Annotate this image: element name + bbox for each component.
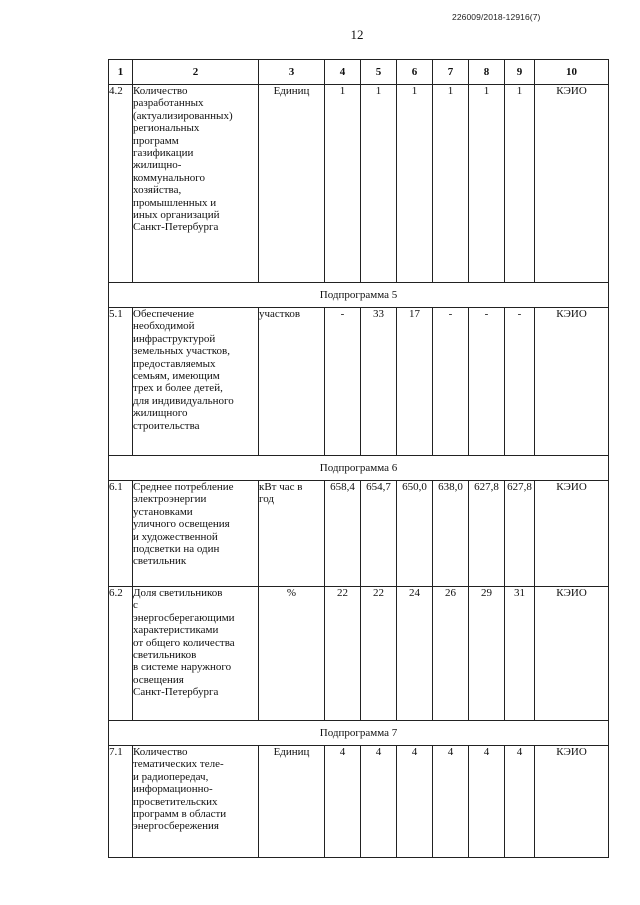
name-line: хозяйства, <box>133 184 182 197</box>
name-line: тематических теле- <box>133 758 224 771</box>
column-header: 7 <box>433 60 469 85</box>
document-id: 226009/2018-12916(7) <box>452 12 541 22</box>
name-line: программ в области <box>133 808 227 821</box>
name-line: от общего количества <box>133 636 235 649</box>
name-line: коммунального <box>133 171 205 184</box>
unit-cell: % <box>259 587 325 721</box>
value-cell: 4 <box>469 746 505 858</box>
row-number: 4.2 <box>109 85 133 283</box>
name-line: в системе наружного <box>133 661 232 674</box>
responsible-cell: КЭИО <box>535 587 609 721</box>
responsible-cell: КЭИО <box>535 85 609 283</box>
indicator-name <box>133 587 259 721</box>
column-header: 6 <box>397 60 433 85</box>
value-cell: - <box>433 308 469 456</box>
unit-cell: Единиц <box>259 85 325 283</box>
row-number: 5.1 <box>109 308 133 456</box>
value-cell: 4 <box>433 746 469 858</box>
value-cell: 658,4 <box>325 481 361 587</box>
value-cell: 627,8 <box>505 481 535 587</box>
subprogram-title: Подпрограмма 5 <box>109 283 609 308</box>
subprogram-row <box>109 456 609 481</box>
name-line: освещения <box>133 673 184 686</box>
value-cell: 24 <box>397 587 433 721</box>
value-cell: 654,7 <box>361 481 397 587</box>
indicators-table <box>108 59 609 858</box>
column-header: 4 <box>325 60 361 85</box>
value-cell: 1 <box>433 85 469 283</box>
column-header: 5 <box>361 60 397 85</box>
indicator-name <box>133 308 259 456</box>
value-cell: 4 <box>361 746 397 858</box>
column-header: 8 <box>469 60 505 85</box>
name-line: уличного освещения <box>133 518 230 531</box>
unit-line: год <box>259 493 275 506</box>
subprogram-row <box>109 283 609 308</box>
name-line: газификации <box>133 147 194 160</box>
indicator-name <box>133 746 259 858</box>
name-line: земельных участков, <box>133 345 230 358</box>
name-line: энергосбережения <box>133 820 219 833</box>
name-line: разработанных <box>133 97 204 110</box>
name-line: установками <box>133 505 193 518</box>
name-line: инфраструктурой <box>133 332 216 345</box>
name-line: промышленных и <box>133 196 217 209</box>
value-cell: 4 <box>505 746 535 858</box>
name-line: иных организаций <box>133 209 220 222</box>
name-line: программ <box>133 134 179 147</box>
name-line: просветительских <box>133 795 218 808</box>
responsible-cell: КЭИО <box>535 308 609 456</box>
name-line: и радиопередач, <box>133 770 209 783</box>
name-line: жилищного <box>133 407 188 420</box>
name-line: энергосберегающими <box>133 611 235 624</box>
unit-cell <box>259 481 325 587</box>
table-row <box>109 308 609 456</box>
row-number: 6.1 <box>109 481 133 587</box>
name-line: Санкт-Петербурга <box>133 221 219 234</box>
value-cell: - <box>505 308 535 456</box>
page-number: 12 <box>350 27 364 42</box>
unit-line: кВт час в <box>259 481 303 493</box>
column-header: 3 <box>259 60 325 85</box>
name-line: трех и более детей, <box>133 382 223 395</box>
value-cell: 1 <box>361 85 397 283</box>
name-line: Обеспечение <box>133 308 194 320</box>
name-line: необходимой <box>133 320 195 333</box>
name-line: характеристиками <box>133 624 219 637</box>
name-line: региональных <box>133 122 200 135</box>
name-line: жилищно- <box>133 159 182 172</box>
value-cell: 22 <box>325 587 361 721</box>
name-line: информационно- <box>133 783 213 796</box>
column-header: 9 <box>505 60 535 85</box>
name-line: строительства <box>133 419 200 432</box>
value-cell: 4 <box>397 746 433 858</box>
name-line: светильников <box>133 649 197 662</box>
value-cell: 1 <box>325 85 361 283</box>
name-line: Среднее потребление <box>133 481 234 493</box>
name-line: (актуализированных) <box>133 109 233 122</box>
value-cell: 22 <box>361 587 397 721</box>
name-line: электроэнергии <box>133 493 207 506</box>
table-row <box>109 587 609 721</box>
indicator-name <box>133 481 259 587</box>
name-line: и художественной <box>133 530 218 543</box>
name-line: Санкт-Петербурга <box>133 686 219 699</box>
value-cell: 1 <box>469 85 505 283</box>
row-number: 7.1 <box>109 746 133 858</box>
column-header: 1 <box>109 60 133 85</box>
responsible-cell: КЭИО <box>535 481 609 587</box>
row-number: 6.2 <box>109 587 133 721</box>
subprogram-title: Подпрограмма 6 <box>109 456 609 481</box>
name-line: подсветки на один <box>133 543 220 556</box>
value-cell: - <box>325 308 361 456</box>
column-header: 2 <box>133 60 259 85</box>
name-line: Количество <box>133 85 188 97</box>
value-cell: 26 <box>433 587 469 721</box>
value-cell: 638,0 <box>433 481 469 587</box>
name-line: семьям, имеющим <box>133 370 220 383</box>
value-cell: 1 <box>397 85 433 283</box>
name-line: с <box>133 599 138 612</box>
header-row <box>109 60 609 85</box>
name-line: для индивидуального <box>133 394 234 407</box>
responsible-cell: КЭИО <box>535 746 609 858</box>
name-line: Доля светильников <box>133 587 223 599</box>
subprogram-row <box>109 721 609 746</box>
unit-cell: участков <box>259 308 325 456</box>
value-cell: 31 <box>505 587 535 721</box>
table-row <box>109 746 609 858</box>
value-cell: 1 <box>505 85 535 283</box>
indicator-name <box>133 85 259 283</box>
value-cell: 650,0 <box>397 481 433 587</box>
value-cell: 33 <box>361 308 397 456</box>
value-cell: 29 <box>469 587 505 721</box>
value-cell: 17 <box>397 308 433 456</box>
value-cell: 4 <box>325 746 361 858</box>
table-row <box>109 85 609 283</box>
table-row <box>109 481 609 587</box>
name-line: предоставляемых <box>133 357 216 370</box>
value-cell: 627,8 <box>469 481 505 587</box>
value-cell: - <box>469 308 505 456</box>
column-header: 10 <box>535 60 609 85</box>
name-line: Количество <box>133 746 188 758</box>
subprogram-title: Подпрограмма 7 <box>109 721 609 746</box>
unit-cell: Единиц <box>259 746 325 858</box>
name-line: светильник <box>133 555 187 568</box>
